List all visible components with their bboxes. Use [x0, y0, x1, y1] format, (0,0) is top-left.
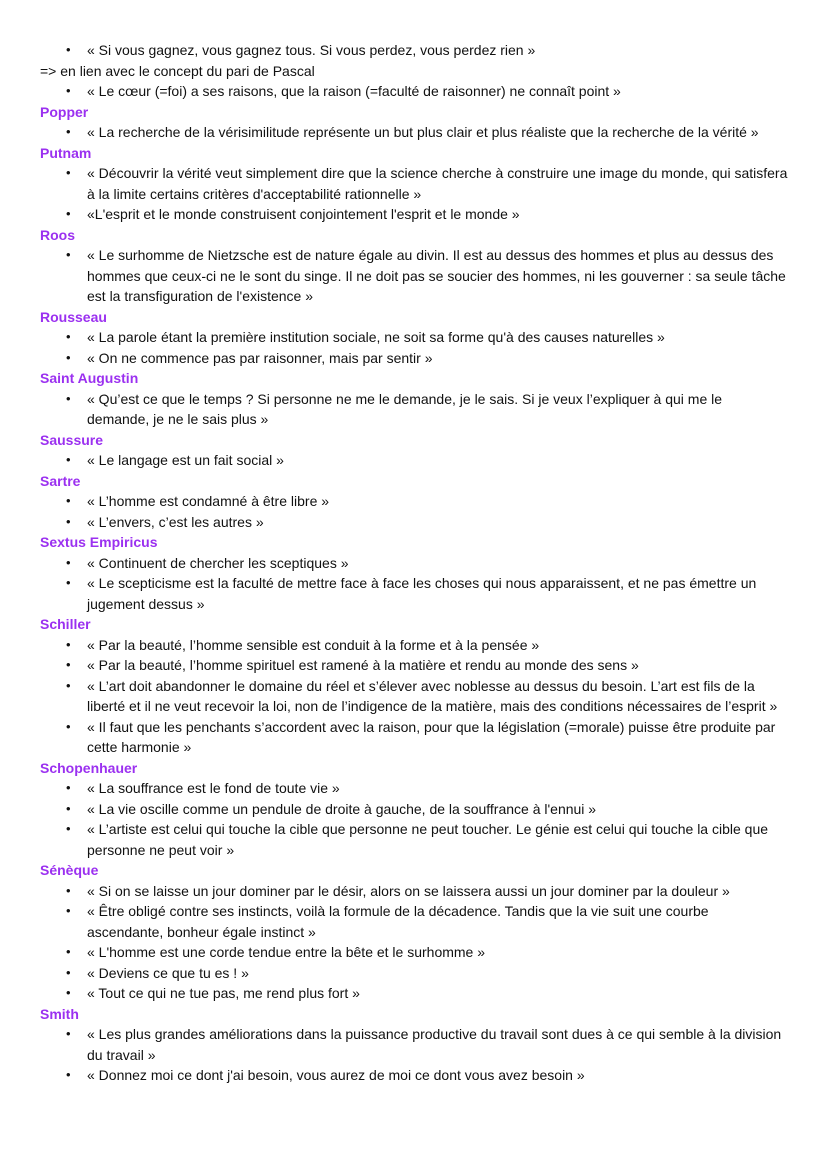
bullet-icon: • [66, 1067, 71, 1082]
quote-list [40, 163, 788, 225]
bullet-icon: • [66, 657, 71, 672]
quote-text: « L’art doit abandonner le domaine du réel et s’élever avec noblesse au dessus du besoin. L’art est fils de la liberté et il ne veut recevoir la loi, non de l’indigence de la matière, mais des conditions nécessaires de l’esprit » [87, 677, 778, 714]
quote-text: « Par la beauté, l’homme sensible est conduit à la forme et à la pensée » [87, 636, 540, 653]
bullet-icon: • [66, 206, 71, 221]
bullet-icon: • [66, 452, 71, 467]
bullet-icon: • [66, 780, 71, 795]
bullet-icon: • [66, 554, 71, 570]
bullet-icon: • [66, 83, 71, 98]
bullet-icon: • [66, 513, 71, 529]
author-heading: Saussure [40, 431, 104, 448]
quote-text: « La parole étant la première institution sociale, ne soit sa forme qu'à des causes naturelles » [87, 329, 665, 345]
quote-item [66, 1065, 788, 1086]
quote-item [66, 983, 788, 1004]
quote-item [66, 163, 788, 204]
author-heading: Roos [40, 226, 75, 243]
quote-list [40, 81, 788, 102]
author-heading: Schopenhauer [40, 759, 138, 776]
quote-text: « Les plus grandes améliorations dans la puissance productive du travail sont dues à ce qui semble à la division du travail » [87, 1026, 782, 1063]
bullet-icon: • [66, 1026, 71, 1041]
quote-text: « Deviens ce que tu es ! » [87, 964, 249, 981]
quote-list [40, 881, 788, 1004]
quote-list [40, 635, 788, 758]
author-heading: Smith [40, 1005, 79, 1022]
bullet-icon: • [66, 575, 71, 590]
quote-item [66, 901, 788, 942]
quote-item [66, 881, 788, 902]
quote-text: « Si on se laisse un jour dominer par le désir, alors on se laissera aussi un jour dominer par la douleur » [87, 882, 730, 899]
author-heading: Schiller [40, 616, 91, 632]
bullet-icon: • [66, 821, 71, 836]
bullet-icon: • [66, 964, 71, 980]
quote-list [40, 327, 788, 368]
bullet-icon: • [66, 800, 71, 816]
bullet-icon: • [66, 42, 71, 57]
author-heading: Putnam [40, 144, 92, 161]
quote-text: « Le cœur (=foi) a ses raisons, que la raison (=faculté de raisonner) ne connaît point » [87, 83, 621, 99]
quote-list [40, 491, 788, 532]
quote-text: « La recherche de la vérisimilitude représente un but plus clair et plus réaliste que la recherche de la vérité » [87, 124, 759, 140]
quote-item [66, 204, 788, 225]
quote-text: « L’envers, c’est les autres » [87, 513, 264, 530]
quote-text: « On ne commence pas par raisonner, mais par sentir » [87, 349, 433, 366]
bullet-icon: • [66, 329, 71, 344]
quote-text: « Tout ce qui ne tue pas, me rend plus fort » [87, 985, 360, 1001]
quote-list [40, 450, 788, 471]
bullet-icon: • [66, 493, 71, 508]
bullet-icon: • [66, 390, 71, 406]
quote-text: « Continuent de chercher les sceptiques » [87, 554, 349, 571]
quote-item [66, 122, 788, 143]
quote-text: « Par la beauté, l’homme spirituel est ramené à la matière et rendu au monde des sens » [87, 657, 639, 673]
author-heading: Sénèque [40, 862, 99, 878]
quote-item [66, 635, 788, 656]
author-heading: Sartre [40, 472, 81, 489]
note-text: => en lien avec le concept du pari de Pascal [40, 62, 315, 79]
quote-item [66, 819, 788, 860]
quote-list [40, 40, 788, 61]
quote-item [66, 553, 788, 574]
bullet-icon: • [66, 718, 71, 734]
quote-item [66, 778, 788, 799]
author-heading: Saint Augustin [40, 370, 139, 386]
quote-text: « L’artiste est celui qui touche la cible que personne ne peut toucher. Le génie est celui qui touche la cible que personne ne peut voir » [87, 821, 769, 858]
quote-list [40, 389, 788, 430]
quote-item [66, 717, 788, 758]
quote-item [66, 491, 788, 512]
quote-text: « Le scepticisme est la faculté de mettre face à face les choses qui nous apparaissent, et ne pas émettre un jugement dessus » [87, 575, 757, 612]
quote-text: « L’homme est condamné à être libre » [87, 493, 330, 509]
quote-text: « Qu’est ce que le temps ? Si personne ne me le demande, je le sais. Si je veux l’expliquer à qui me le demande, je ne le sais plus » [87, 390, 723, 427]
quote-list [40, 1024, 788, 1086]
quote-text: « La vie oscille comme un pendule de droite à gauche, de la souffrance à l'ennui » [87, 800, 597, 817]
quote-item [66, 348, 788, 369]
quote-item [66, 676, 788, 717]
quote-item [66, 81, 788, 102]
quote-text: « Le surhomme de Nietzsche est de nature égale au divin. Il est au dessus des hommes et plus au dessus des hommes que ceux-ci ne le sont du singe. Il ne doit pas se soucier des hommes, ni les gouverner : sa seule tâche est la transfiguration de l'existence » [87, 247, 786, 304]
quote-item [66, 40, 788, 61]
quote-item [66, 963, 788, 984]
bullet-icon: • [66, 882, 71, 898]
quote-text: «L'esprit et le monde construisent conjointement l'esprit et le monde » [87, 206, 520, 222]
bullet-icon: • [66, 903, 71, 918]
quote-item [66, 512, 788, 533]
quote-item [66, 655, 788, 676]
author-heading: Rousseau [40, 308, 107, 325]
quote-item [66, 1024, 788, 1065]
quote-list [40, 122, 788, 143]
quote-item [66, 327, 788, 348]
bullet-icon: • [66, 636, 71, 652]
bullet-icon: • [66, 124, 71, 139]
quote-text: « Si vous gagnez, vous gagnez tous. Si vous perdez, vous perdez rien » [87, 42, 536, 58]
quote-item [66, 799, 788, 820]
bullet-icon: • [66, 247, 71, 262]
quote-list [40, 553, 788, 615]
bullet-icon: • [66, 944, 71, 959]
author-heading: Popper [40, 103, 89, 120]
bullet-icon: • [66, 677, 71, 693]
quote-text: « Découvrir la vérité veut simplement dire que la science cherche à construire une image du monde, qui satisfera à la limite certains critères d'acceptabilité rationnelle » [87, 165, 788, 202]
quote-text: « Le langage est un fait social » [87, 452, 284, 468]
quote-item [66, 942, 788, 963]
quote-list [40, 245, 788, 307]
quote-item [66, 245, 788, 307]
quote-text: « La souffrance est le fond de toute vie » [87, 780, 340, 796]
quote-item [66, 389, 788, 430]
quote-text: « L'homme est une corde tendue entre la bête et le surhomme » [87, 944, 486, 960]
bullet-icon: • [66, 985, 71, 1000]
quote-text: « Être obligé contre ses instincts, voilà la formule de la décadence. Tandis que la vie suit une courbe ascendante, bonheur égale instinct » [87, 903, 709, 940]
bullet-icon: • [66, 165, 71, 180]
author-heading: Sextus Empiricus [40, 534, 158, 550]
quote-text: « Donnez moi ce dont j'ai besoin, vous aurez de moi ce dont vous avez besoin » [87, 1067, 585, 1083]
quote-text: « Il faut que les penchants s’accordent avec la raison, pour que la législation (=morale) puisse être produite par cette harmonie » [87, 718, 776, 755]
quote-item [66, 450, 788, 471]
bullet-icon: • [66, 349, 71, 365]
quote-item [66, 573, 788, 614]
quote-list [40, 778, 788, 860]
